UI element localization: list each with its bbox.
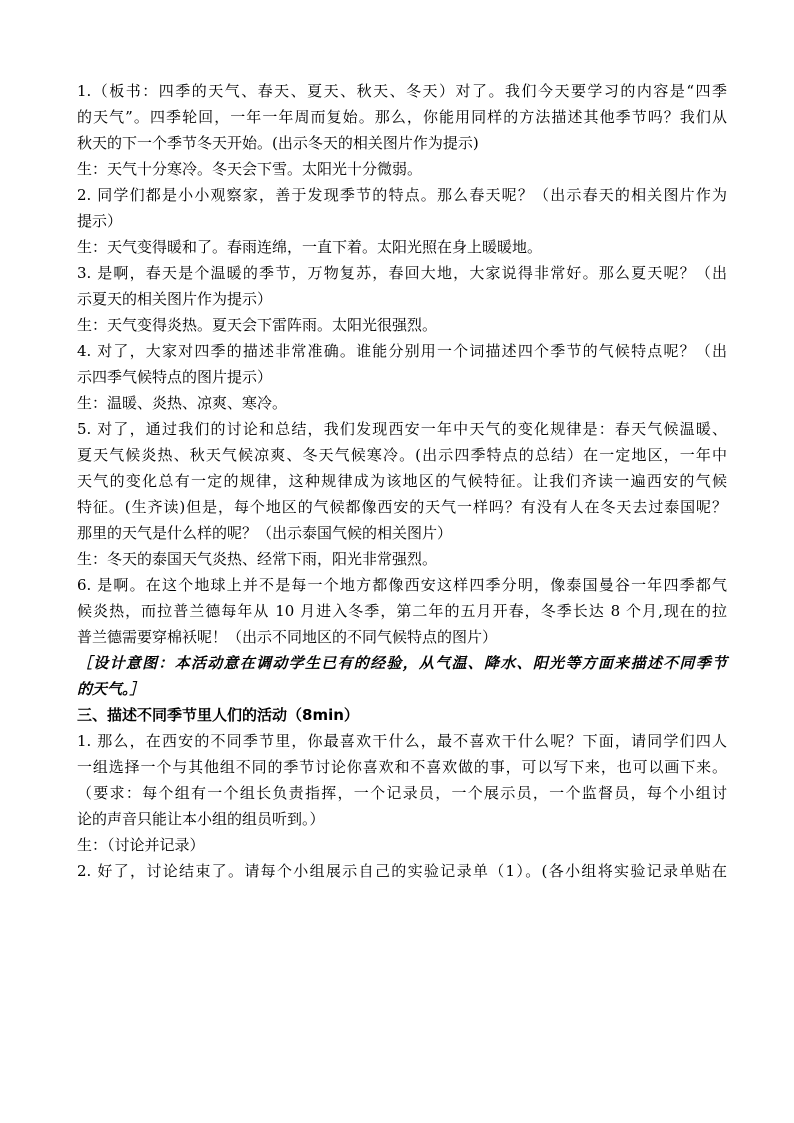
paragraph-line: 示夏天的相关图片作为提示）	[77, 290, 273, 308]
paragraph-line: 普兰德需要穿棉袄呢！（出示不同地区的不同气候特点的图片）	[77, 628, 498, 646]
paragraph-line: 的天气”。四季轮回，一年一年周而复始。那么，你能用同样的方法描述其他季节吗？我们从	[77, 108, 727, 126]
student-answer-line: 生：冬天的泰国天气炎热、经常下雨，阳光非常强烈。	[77, 550, 438, 568]
paragraph-line: 夏天气候炎热、秋天气候凉爽、冬天气候寒冷。(出示四季特点的总结）在一定地区，一年中	[77, 446, 727, 464]
paragraph-line: 候炎热，而拉普兰德每年从 10 月进入冬季，第二年的五月开春，冬季长达 8 个月,现在的拉	[77, 602, 727, 620]
student-answer-line: 生：天气变得暖和了。春雨连绵，一直下着。太阳光照在身上暖暖地。	[77, 238, 543, 256]
paragraph-line: 示四季气候特点的图片提示）	[77, 368, 273, 386]
paragraph-line: 4. 对了，大家对四季的描述非常准确。谁能分别用一个词描述四个季节的气候特点呢？（出	[77, 342, 727, 360]
paragraph-line: 5. 对了，通过我们的讨论和总结，我们发现西安一年中天气的变化规律是：春天气候温暖、	[77, 420, 727, 438]
student-answer-line: 生：天气变得炎热。夏天会下雷阵雨。太阳光很强烈。	[77, 316, 438, 334]
paragraph-line: 天气的变化总有一定的规律，这种规律成为该地区的气候特征。让我们齐读一遍西安的气候	[77, 472, 727, 490]
student-answer-line: 生：天气十分寒冷。冬天会下雪。太阳光十分微弱。	[77, 160, 423, 178]
paragraph-line: 那里的天气是什么样的呢？（出示泰国气候的相关图片）	[77, 524, 453, 542]
paragraph-line: 1.（板书：四季的天气、春天、夏天、秋天、冬天）对了。我们今天要学习的内容是“四季	[77, 82, 727, 100]
paragraph-line: 3. 是啊，春天是个温暖的季节，万物复苏，春回大地，大家说得非常好。那么夏天呢？（出	[77, 264, 727, 282]
section-heading: 三、描述不同季节里人们的活动（8min）	[77, 706, 359, 724]
paragraph-line: 提示）	[77, 212, 123, 230]
student-answer-line: 生：（讨论并记录）	[77, 836, 205, 854]
design-intent-note: ［设计意图：本活动意在调动学生已有的经验，从气温、降水、阳光等方面来描述不同季节	[77, 654, 727, 672]
paragraph-line: 特征。(生齐读)但是，每个地区的气候都像西安的天气一样吗？有没有人在冬天去过泰国呢？	[77, 498, 727, 516]
paragraph-line: 一组选择一个与其他组不同的季节讨论你喜欢和不喜欢做的事，可以写下来，也可以画下来。	[77, 758, 727, 776]
paragraph-line: 论的声音只能让本小组的组员听到。）	[77, 810, 325, 828]
paragraph-line: 秋天的下一个季节冬天开始。(出示冬天的相关图片作为提示)	[77, 134, 479, 152]
paragraph-line: 2. 好了，讨论结束了。请每个小组展示自己的实验记录单（1）。(各小组将实验记录单贴在	[77, 862, 727, 880]
lesson-plan-text	[77, 78, 727, 884]
paragraph-line: 6. 是啊。在这个地球上并不是每一个地方都像西安这样四季分明，像泰国曼谷一年四季都气	[77, 576, 727, 594]
paragraph-line: （要求：每个组有一个组长负责指挥，一个记录员，一个展示员，一个监督员，每个小组讨	[77, 784, 727, 802]
paragraph-line: 2. 同学们都是小小观察家，善于发现季节的特点。那么春天呢？（出示春天的相关图片作为	[77, 186, 727, 204]
student-answer-line: 生：温暖、炎热、凉爽、寒冷。	[77, 394, 288, 412]
design-intent-note: 的天气。］	[77, 680, 145, 698]
paragraph-line: 1. 那么，在西安的不同季节里，你最喜欢干什么，最不喜欢干什么呢？下面，请同学们四人	[77, 732, 727, 750]
